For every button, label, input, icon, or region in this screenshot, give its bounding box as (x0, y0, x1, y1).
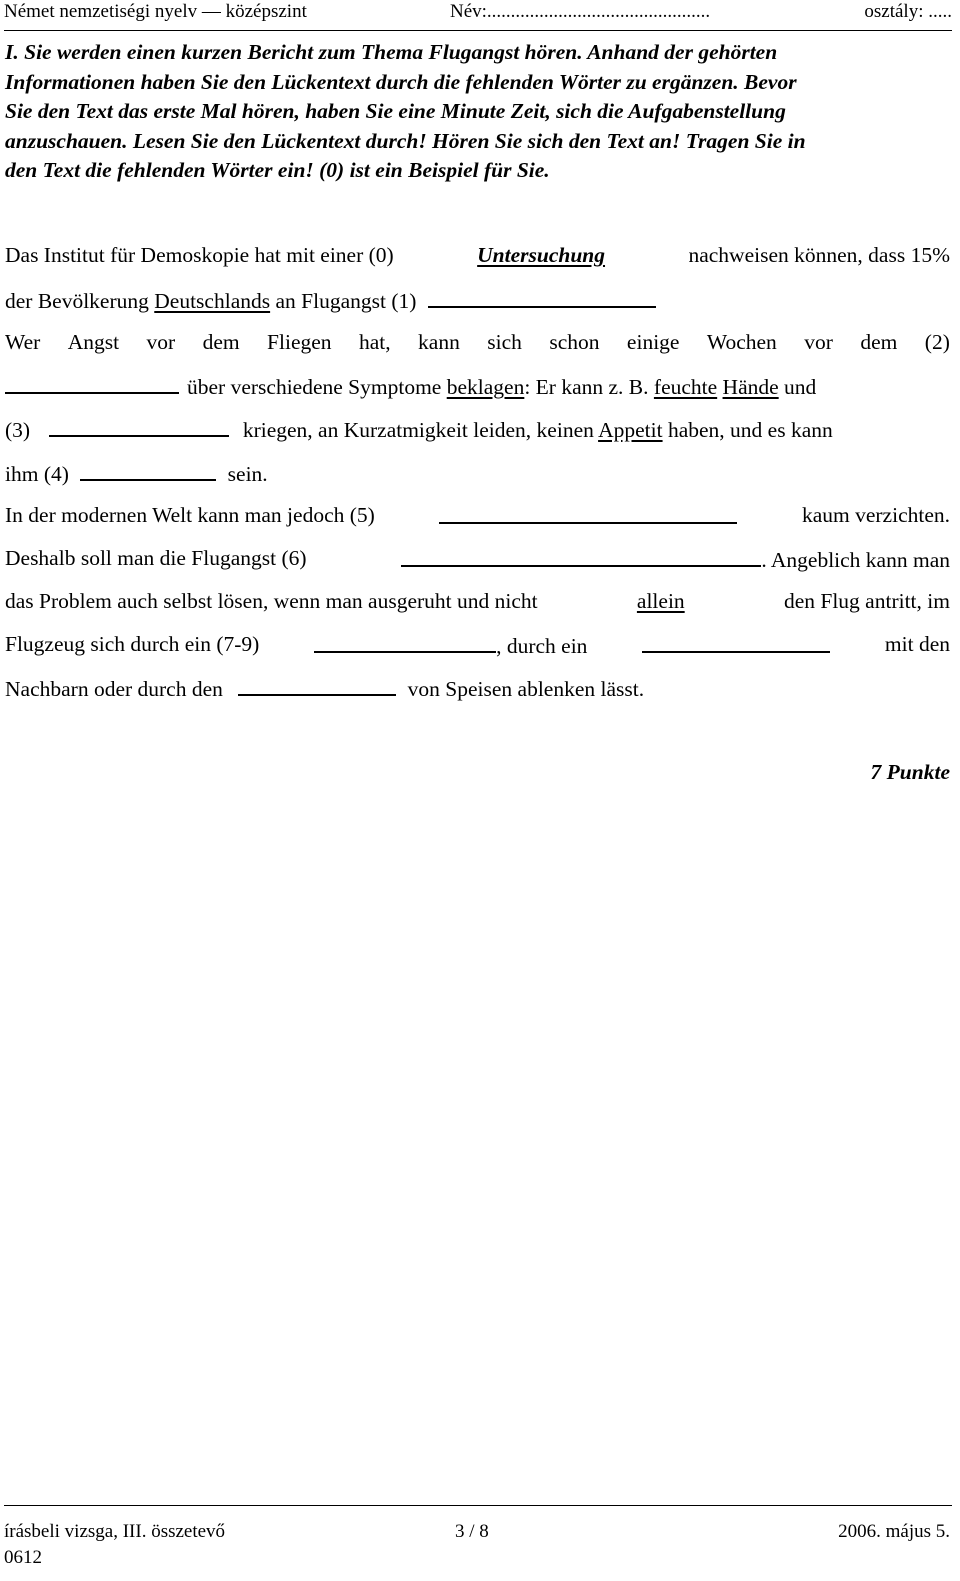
text-line-9 (5, 586, 950, 616)
footer-date: 2006. május 5. (838, 1521, 950, 1542)
instruction-line: Informationen haben Sie den Lückentext durch die fehlenden Wörter zu ergänzen. Bevor (5, 69, 797, 94)
text-span: sein. (227, 462, 268, 486)
text-span: mit den (884, 632, 950, 656)
header-name-field: Név:............................................... (450, 1, 711, 22)
answer-blank-7[interactable] (314, 629, 496, 653)
header-class-field: osztály: ..... (864, 1, 952, 22)
text-span: Nachbarn oder durch den (5, 677, 223, 701)
underlined-word: feuchte (653, 375, 718, 399)
text-word: dem (202, 330, 240, 354)
header-subject: Német nemzetiségi nyelv — középszint (4, 1, 307, 22)
footer-page-number: 3 / 8 (455, 1521, 489, 1542)
answer-blank-6[interactable] (401, 543, 761, 567)
text-span: : Er kann z. B. (524, 375, 649, 399)
answer-blank-8[interactable] (642, 629, 830, 653)
footer-exam: írásbeli vizsga, III. összetevő (4, 1521, 226, 1542)
text-word: Fliegen (267, 330, 332, 354)
text-word: kann (418, 330, 460, 354)
text-line-8 (5, 543, 950, 573)
text-span: In der modernen Welt kann man jedoch (5) (5, 503, 375, 527)
text-word: Wochen (706, 330, 777, 354)
text-line-1 (5, 240, 950, 270)
instruction-line: I. Sie werden einen kurzen Bericht zum Thema Flugangst hören. Anhand der gehörten (5, 40, 778, 64)
text-span: Das Institut für Demoskopie hat mit einer (0) (5, 243, 394, 267)
text-span: Flugzeug sich durch ein (7-9) (5, 632, 260, 656)
text-word: vor (146, 330, 176, 354)
text-span: nachweisen können, dass 15% (688, 243, 950, 267)
text-line-4 (5, 370, 950, 400)
instruction-line: anzuschauen. Lesen Sie den Lückentext durch! Hören Sie sich den Text an! Tragen Sie in (5, 128, 806, 153)
text-span: und (784, 375, 817, 399)
instruction-line: den Text die fehlenden Wörter ein! (0) ist ein Beispiel für Sie. (5, 158, 550, 182)
underlined-word: Deutschlands (154, 289, 271, 313)
text-word: (2) (924, 330, 950, 354)
text-line-7 (5, 500, 950, 530)
text-word: schon (549, 330, 600, 354)
underlined-word: beklagen (446, 375, 525, 399)
text-span: der Bevölkerung (5, 289, 149, 313)
text-word: vor (804, 330, 833, 354)
underlined-word: Appetit (598, 418, 663, 442)
answer-blank-1[interactable] (428, 284, 656, 308)
text-word: sich (487, 330, 522, 354)
page-header (4, 0, 952, 31)
instruction-line: Sie den Text das erste Mal hören, haben Sie eine Minute Zeit, sich die Aufgabenstellung (5, 99, 786, 123)
answer-blank-5[interactable] (439, 500, 737, 524)
answer-blank-2[interactable] (5, 370, 179, 394)
text-span: ihm (4) (5, 462, 69, 486)
text-word: Wer (5, 330, 41, 354)
text-span: haben, und es kann (667, 418, 833, 442)
text-span: Deshalb soll man die Flugangst (6) (5, 546, 307, 570)
underlined-word: Hände (722, 375, 779, 399)
text-span: . Angeblich kann man (761, 548, 950, 572)
text-word: einige (626, 330, 680, 354)
text-span: den Flug antritt, im (783, 589, 950, 613)
text-word: hat, (358, 330, 391, 354)
text-span: an Flugangst (1) (275, 289, 417, 313)
text-word: dem (860, 330, 898, 354)
answer-blank-4[interactable] (80, 457, 216, 481)
text-line-3 (5, 327, 950, 357)
example-answer: Untersuchung (477, 243, 606, 267)
answer-blank-3[interactable] (49, 413, 229, 437)
text-word: Angst (67, 330, 120, 354)
answer-blank-9[interactable] (238, 672, 396, 696)
task-instructions (5, 38, 950, 186)
text-span: kriegen, an Kurzatmigkeit leiden, keinen (242, 418, 594, 442)
text-line-2 (5, 284, 950, 314)
text-span: kaum verzichten. (801, 503, 950, 527)
underlined-word: allein (636, 589, 685, 613)
text-line-5 (5, 413, 950, 443)
text-span: von Speisen ablenken lässt. (407, 677, 645, 701)
text-span: , durch ein (496, 634, 588, 658)
text-span: über verschiedene Symptome (187, 375, 442, 399)
text-line-6 (5, 457, 950, 487)
text-span: das Problem auch selbst lösen, wenn man ausgeruht und nicht (5, 589, 538, 613)
footer-divider (4, 1505, 952, 1506)
text-line-11 (5, 672, 950, 702)
text-line-10 (5, 629, 950, 659)
footer-code: 0612 (4, 1547, 42, 1568)
points-label: 7 Punkte (870, 760, 950, 784)
text-span: (3) (5, 418, 31, 442)
